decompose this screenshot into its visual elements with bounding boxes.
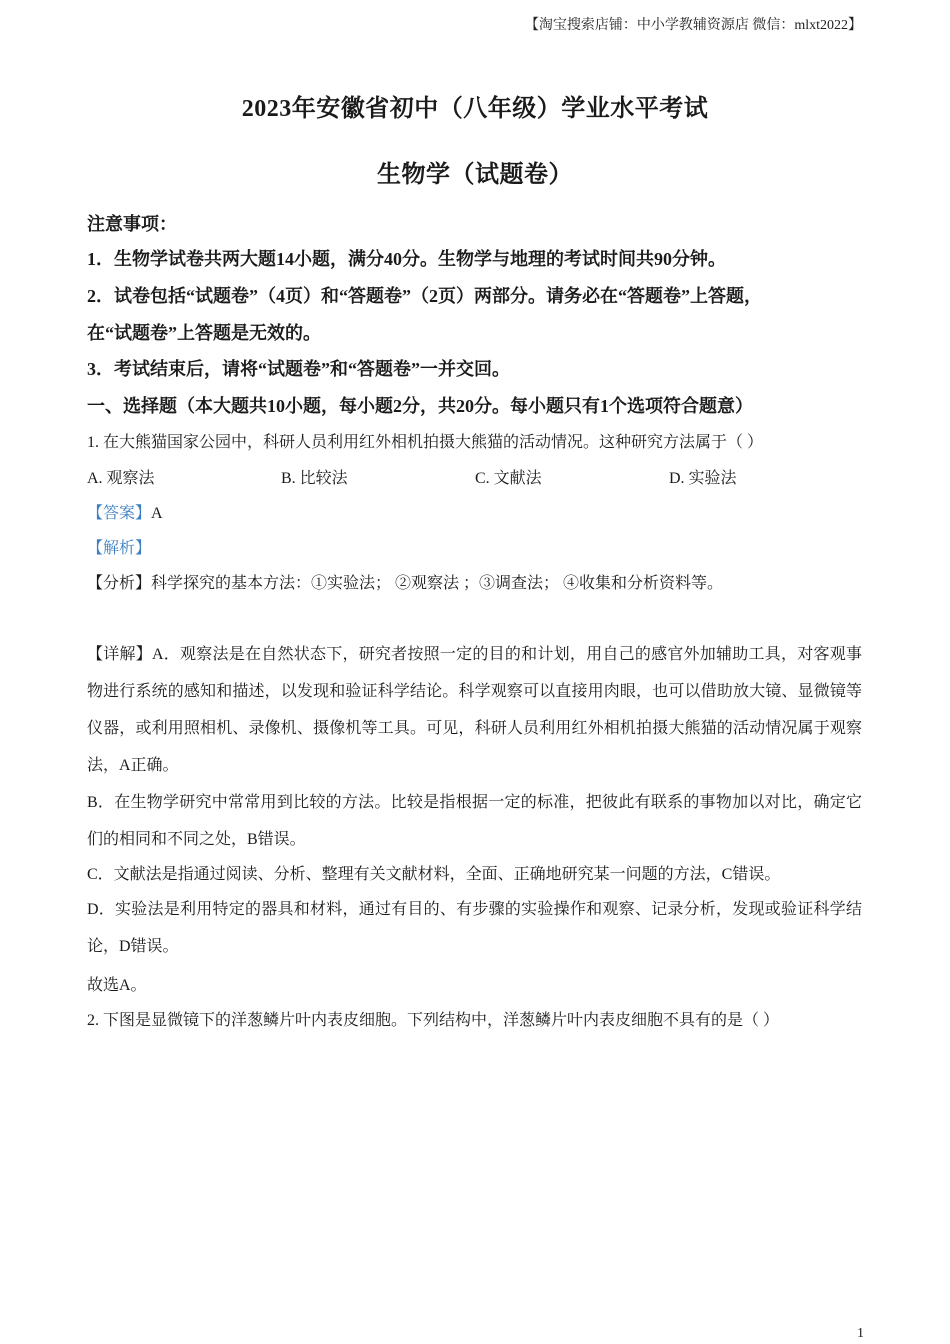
detail-d: D．实验法是利用特定的器具和材料，通过有目的、有步骤的实验操作和观察、记录分析，发现或验证科学结论，D错误。 <box>87 901 862 955</box>
question-1-option-a: A. 观察法 <box>87 470 155 487</box>
notice-item-3: 3．考试结束后，请将“试题卷”和“答题卷”一并交回。 <box>87 359 510 379</box>
analysis-text: 【分析】科学探究的基本方法：①实验法； ②观察法 ；③调查法； ④收集和分析资料等。 <box>87 575 724 592</box>
notice-item-2: 2．试卷包括“试题卷”（4页）和“答题卷”（2页）两部分。请务必在“答题卷”上答题， <box>87 286 762 306</box>
page-subtitle: 生物学（试题卷） <box>377 162 573 188</box>
answer-tag: 【答案】 <box>87 505 152 522</box>
detail-a: 【详解】A．观察法是在自然状态下，研究者按照一定的目的和计划，用自己的感官外加辅助工具，对客观事物进行系统的感知和描述，以发现和验证科学结论。科学观察可以直接用肉眼，也可以借助放大镜、显微镜等仪器，或利用照相机、录像机、摄像机等工具。可见，科研人员利用红外相机拍摄大熊猫的活动情况属于观察法，A正确。 <box>87 646 862 774</box>
question-1-option-c: C. 文献法 <box>475 470 542 487</box>
question-1-option-b: B. 比较法 <box>281 470 348 487</box>
answer-line <box>87 500 163 523</box>
analysis-tag: 【解析】 <box>87 540 152 557</box>
notice-item-2-cont: 在“试题卷”上答题是无效的。 <box>87 323 321 343</box>
section-1-heading: 一、选择题（本大题共10小题，每小题2分，共20分。每小题只有1个选项符合题意） <box>87 396 753 416</box>
notice-heading: 注意事项： <box>87 214 177 234</box>
page-title: 2023年安徽省初中（八年级）学业水平考试 <box>241 96 709 122</box>
detail-c: C．文献法是指通过阅读、分析、整理有关文献材料，全面、正确地研究某一问题的方法，C错误。 <box>87 866 781 883</box>
answer-value: A <box>151 505 163 522</box>
question-2-stem: 2. 下图是显微镜下的洋葱鳞片叶内表皮细胞。下列结构中，洋葱鳞片叶内表皮细胞不具有的是（ ） <box>87 1012 780 1029</box>
question-1-stem: 1. 在大熊猫国家公园中，科研人员利用红外相机拍摄大熊猫的活动情况。这种研究方法属于（ ） <box>87 434 764 451</box>
detail-b: B．在生物学研究中常常用到比较的方法。比较是指根据一定的标准，把彼此有联系的事物加以对比，确定它们的相同和不同之处，B错误。 <box>87 794 862 848</box>
question-1-option-d: D. 实验法 <box>669 470 737 487</box>
conclusion: 故选A。 <box>87 977 147 994</box>
page-number: 1 <box>857 1326 864 1341</box>
notice-item-1: 1．生物学试卷共两大题14小题，满分40分。生物学与地理的考试时间共90分钟。 <box>87 249 726 269</box>
header-note: 【淘宝搜索店铺：中小学教辅资源店 微信：mlxt2022】 <box>524 18 862 33</box>
